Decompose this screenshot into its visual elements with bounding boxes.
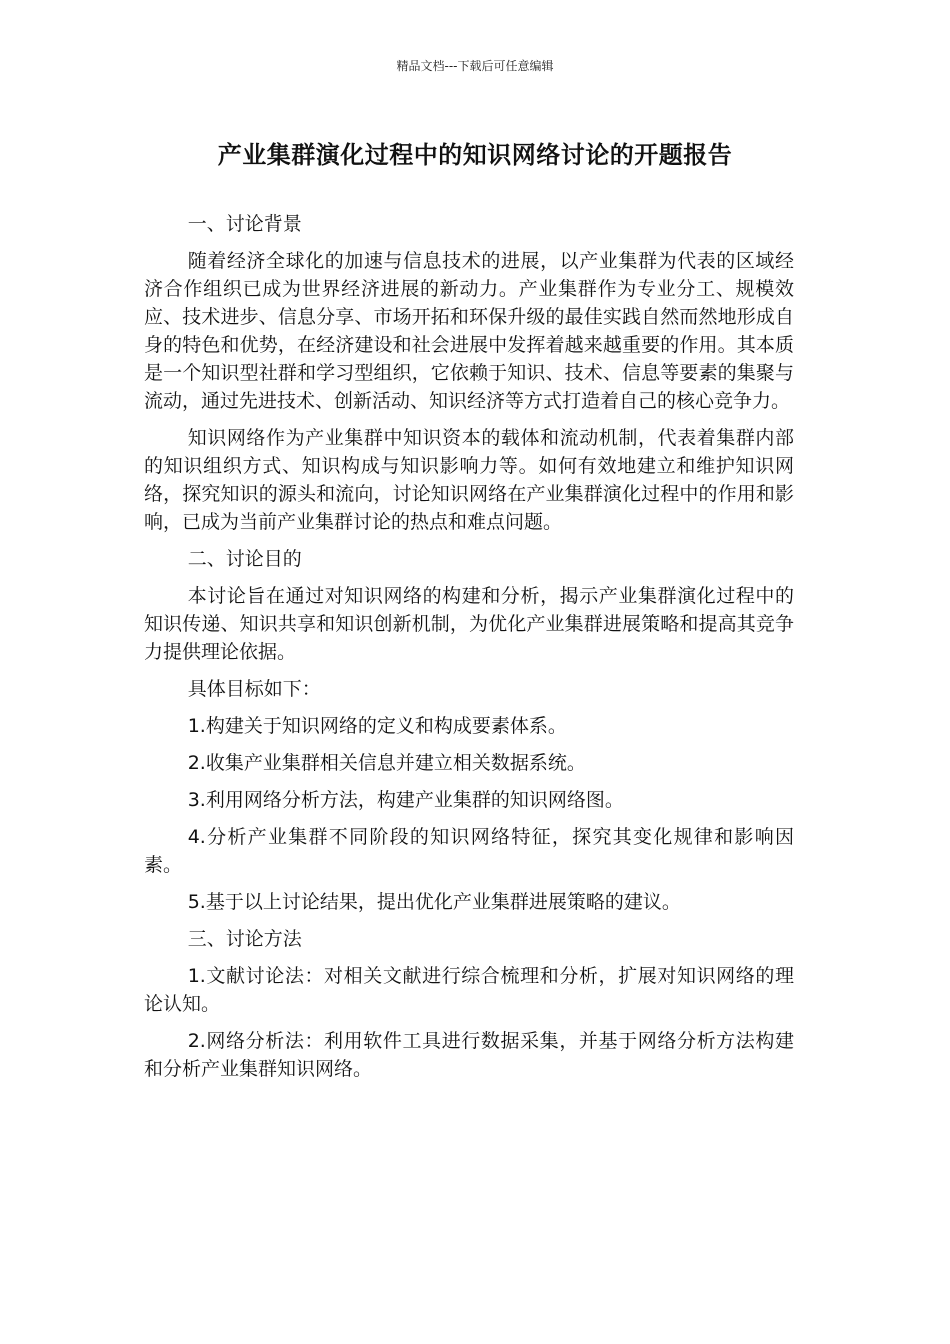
goal-item-1: 1.构建关于知识网络的定义和构成要素体系。 bbox=[187, 715, 567, 737]
section-heading-background: 一、讨论背景 bbox=[187, 213, 302, 235]
paragraph-purpose: 本讨论旨在通过对知识网络的构建和分析，揭示产业集群演化过程中的知识传递、知识共享和知识创新机制，为优化产业集群进展策略和提高其竞争力提供理论依据。 bbox=[144, 585, 794, 663]
goal-item-5: 5.基于以上讨论结果，提出优化产业集群进展策略的建议。 bbox=[187, 891, 681, 913]
goal-item-3: 3.利用网络分析方法，构建产业集群的知识网络图。 bbox=[187, 789, 624, 811]
paragraph-background-2: 知识网络作为产业集群中知识资本的载体和流动机制，代表着集群内部的知识组织方式、知识构成与知识影响力等。如何有效地建立和维护知识网络，探究知识的源头和流向，讨论知识网络在产业集群演化过程中的作用和影响，已成为当前产业集群讨论的热点和难点问题。 bbox=[144, 427, 794, 533]
document-body bbox=[144, 210, 794, 1092]
goal-item-2: 2.收集产业集群相关信息并建立相关数据系统。 bbox=[187, 752, 586, 774]
goals-intro: 具体目标如下： bbox=[187, 678, 321, 700]
paragraph-background-1: 随着经济全球化的加速与信息技术的进展，以产业集群为代表的区域经济合作组织已成为世界经济进展的新动力。产业集群作为专业分工、规模效应、技术进步、信息分享、市场开拓和环保升级的最佳实践自然而然地形成自身的特色和优势，在经济建设和社会进展中发挥着越来越重要的作用。其本质是一个知识型社群和学习型组织，它依赖于知识、技术、信息等要素的集聚与流动，通过先进技术、创新活动、知识经济等方式打造着自己的核心竞争力。 bbox=[144, 250, 794, 412]
section-heading-methods: 三、讨论方法 bbox=[187, 928, 302, 950]
page-header-watermark: 精品文档---下载后可任意编辑 bbox=[396, 59, 554, 73]
section-heading-purpose: 二、讨论目的 bbox=[187, 548, 302, 570]
document-title: 产业集群演化过程中的知识网络讨论的开题报告 bbox=[217, 141, 733, 169]
goal-item-4: 4.分析产业集群不同阶段的知识网络特征，探究其变化规律和影响因素。 bbox=[144, 826, 794, 876]
method-item-2: 2.网络分析法：利用软件工具进行数据采集，并基于网络分析方法构建和分析产业集群知识网络。 bbox=[144, 1030, 794, 1080]
method-item-1: 1.文献讨论法：对相关文献进行综合梳理和分析，扩展对知识网络的理论认知。 bbox=[144, 965, 794, 1015]
